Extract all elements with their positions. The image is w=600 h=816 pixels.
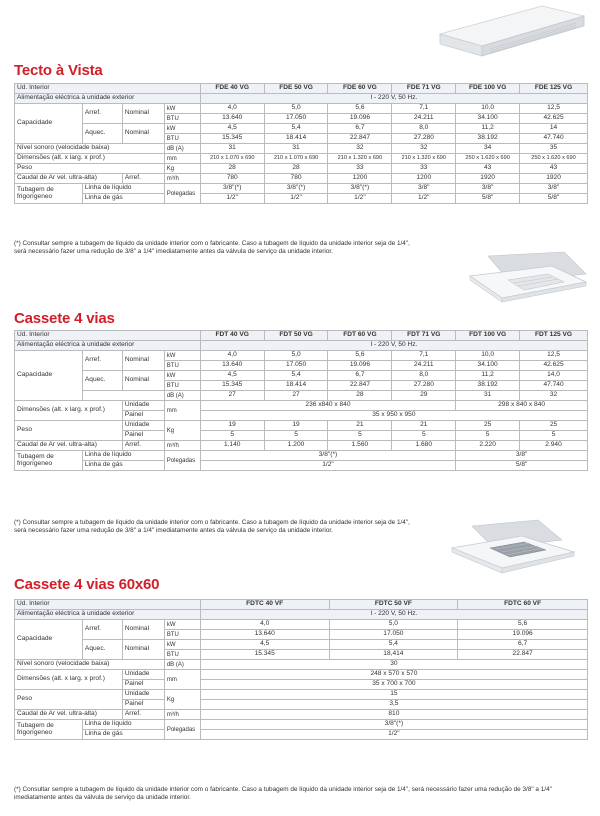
value-cell: 5,0 — [329, 620, 458, 630]
value-cell: 5,0 — [264, 351, 328, 361]
value-cell: 1920 — [456, 174, 520, 184]
value-cell: 38.192 — [456, 134, 520, 144]
dimensoes-label: Dimensões (alt. x larg. x prof.) — [15, 154, 165, 164]
value-cell: 248 x 570 x 570 — [200, 670, 587, 680]
model-header: FDTC 50 VF — [329, 600, 458, 610]
linha-gas-label: Linha de gás — [82, 730, 164, 740]
value-cell: 250 x 1.620 x 690 — [456, 154, 520, 164]
caudal-label: Caudal de Ar vel. ultra-alta) — [15, 710, 123, 720]
value-cell: 31 — [200, 144, 264, 154]
value-cell: 28 — [328, 391, 392, 401]
value-cell: 32 — [520, 391, 588, 401]
value-cell: 18,414 — [329, 650, 458, 660]
ud-interior-label: Ud. Interior — [15, 600, 201, 610]
unit-kw: kW — [164, 371, 200, 381]
value-cell: 34 — [456, 144, 520, 154]
value-cell: 35 x 700 x 700 — [200, 680, 587, 690]
value-cell: 1920 — [520, 174, 588, 184]
dimensoes-label: Dimensões (alt. x larg. x prof.) — [15, 401, 123, 421]
nominal-label: Nominal — [122, 620, 164, 640]
nominal-label: Nominal — [122, 124, 164, 144]
value-cell: 4,0 — [200, 351, 264, 361]
linha-liquido-label: Linha de líquido — [82, 720, 164, 730]
value-cell: 4,5 — [200, 371, 264, 381]
model-header: FDT 71 VG — [392, 331, 456, 341]
value-cell: 780 — [264, 174, 328, 184]
unit-kw: kW — [164, 124, 200, 134]
value-cell: 4,5 — [200, 124, 264, 134]
model-header: FDT 50 VG — [264, 331, 328, 341]
value-cell: 22.847 — [458, 650, 588, 660]
value-cell: 15.345 — [200, 650, 329, 660]
caudal-label: Caudal de Ar vel. ultra-alta) — [15, 441, 123, 451]
spec-table-tecto — [14, 83, 588, 204]
value-cell: 1.560 — [328, 441, 392, 451]
value-cell: 25 — [520, 421, 588, 431]
model-header: FDTC 40 VF — [200, 600, 329, 610]
section-title-cassete-60x60: Cassete 4 vias 60x60 — [14, 576, 160, 593]
model-header: FDTC 60 VF — [458, 600, 588, 610]
footnote-tecto: (*) Consultar sempre a tubagem de líquido da unidade interior com o fabricante. Caso a tubagem de líquido da unidade interior seja de 1/4", será necessário fazer uma redução de 3/8" a 1/4" imediatamente antes da válvula de serviço da unidade interior. — [14, 240, 410, 256]
nominal-label: Nominal — [122, 104, 164, 124]
nivel-sonoro-label: Nível sonoro (velocidade baixa) — [15, 660, 165, 670]
value-cell: 3/8"(*) — [200, 720, 587, 730]
aquec-label: Aquec. — [82, 124, 122, 144]
value-cell: 210 x 1.320 x 690 — [392, 154, 456, 164]
value-cell: 15.345 — [200, 381, 264, 391]
value-cell: 1/2" — [392, 194, 456, 204]
linha-liquido-label: Linha de líquido — [82, 451, 164, 461]
value-cell: 3/8" — [456, 451, 588, 461]
unit-kw: kW — [164, 620, 200, 630]
value-cell: 21 — [392, 421, 456, 431]
unit-kg: Kg — [164, 690, 200, 710]
value-cell: 13.640 — [200, 630, 329, 640]
value-cell: 27.280 — [392, 134, 456, 144]
model-header: FDE 125 VG — [520, 84, 588, 94]
value-cell: 3,5 — [200, 700, 587, 710]
value-cell: 210 x 1.070 x 690 — [200, 154, 264, 164]
ud-interior-label: Ud. Interior — [15, 84, 201, 94]
unit-polegadas: Polegadas — [164, 451, 200, 471]
value-cell: 8,0 — [392, 371, 456, 381]
value-cell: 5 — [264, 431, 328, 441]
unit-db: dB (A) — [164, 144, 200, 154]
value-cell: 34.100 — [456, 114, 520, 124]
value-cell: 17.050 — [329, 630, 458, 640]
value-cell: 24.211 — [392, 114, 456, 124]
value-cell: 17.050 — [264, 361, 328, 371]
value-cell: 25 — [456, 421, 520, 431]
value-cell: 3/8" — [392, 184, 456, 194]
value-cell: 43 — [520, 164, 588, 174]
linha-gas-label: Linha de gás — [82, 194, 164, 204]
value-cell: 24.211 — [392, 361, 456, 371]
unit-kg: Kg — [164, 421, 200, 441]
value-cell: 3/8" — [520, 184, 588, 194]
painel-label: Painel — [122, 411, 164, 421]
spec-table-cassete-60x60 — [14, 599, 588, 740]
value-cell: 250 x 1.620 x 690 — [520, 154, 588, 164]
nominal-label: Nominal — [122, 351, 164, 371]
value-cell: 4,0 — [200, 104, 264, 114]
unidade-label: Unidade — [122, 670, 164, 680]
unit-kw: kW — [164, 640, 200, 650]
value-cell: 6,7 — [328, 124, 392, 134]
value-cell: 47.740 — [520, 134, 588, 144]
value-cell: 19 — [200, 421, 264, 431]
value-cell: 33 — [392, 164, 456, 174]
footnote-cassete-60x60: (*) Consultar sempre a tubagem de líquido da unidade interior com o fabricante. Caso a tubagem de líquido da unidade interior seja de 1/4", será necessário fazer uma redução de 3/8" a 1/4" imediatamente antes da válvula de serviço da unidade interior. — [14, 786, 552, 802]
value-cell: 8,0 — [392, 124, 456, 134]
value-cell: 1.140 — [200, 441, 264, 451]
unit-mm: mm — [164, 670, 200, 690]
tubagem-label: Tubagem de frigorígeneo — [15, 720, 83, 740]
value-cell: 28 — [200, 164, 264, 174]
value-cell: 18.414 — [264, 381, 328, 391]
value-cell: 22.847 — [328, 381, 392, 391]
unit-m3h: m³/h — [164, 174, 200, 184]
model-header: FDE 60 VG — [328, 84, 392, 94]
value-cell: 810 — [200, 710, 587, 720]
cassette-unit-image — [468, 246, 588, 308]
value-cell: 1/2" — [264, 194, 328, 204]
value-cell: 11,2 — [456, 124, 520, 134]
unit-kw: kW — [164, 104, 200, 114]
value-cell: 11,2 — [456, 371, 520, 381]
value-cell: 10,0 — [456, 351, 520, 361]
peso-label: Peso — [15, 164, 165, 174]
value-cell: 5/8" — [520, 194, 588, 204]
unit-btu: BTU — [164, 361, 200, 371]
value-cell: 210 x 1.320 x 690 — [328, 154, 392, 164]
value-cell: 5,6 — [458, 620, 588, 630]
value-cell: 210 x 1.070 x 690 — [264, 154, 328, 164]
value-cell: 22.847 — [328, 134, 392, 144]
value-cell: 780 — [200, 174, 264, 184]
value-cell: 15.345 — [200, 134, 264, 144]
value-cell: 10,0 — [456, 104, 520, 114]
value-cell: 5,6 — [328, 351, 392, 361]
section-title-cassete: Cassete 4 vias — [14, 310, 115, 327]
value-cell: 236 x840 x 840 — [200, 401, 455, 411]
value-cell: 4,0 — [200, 620, 329, 630]
value-cell: 42.625 — [520, 114, 588, 124]
alimentacao-value: I - 220 V, 50 Hz. — [200, 341, 587, 351]
painel-label: Painel — [122, 700, 164, 710]
unit-m3h: m³/h — [164, 710, 200, 720]
caudal-label: Caudal de Ar vel. ultra-alta) — [15, 174, 123, 184]
value-cell: 5,6 — [328, 104, 392, 114]
value-cell: 5/8" — [456, 194, 520, 204]
value-cell: 5 — [392, 431, 456, 441]
value-cell: 12,5 — [520, 351, 588, 361]
value-cell: 27 — [264, 391, 328, 401]
value-cell: 13.640 — [200, 114, 264, 124]
value-cell: 19.096 — [328, 114, 392, 124]
unit-kg: Kg — [164, 164, 200, 174]
value-cell: 19.096 — [458, 630, 588, 640]
unit-polegadas: Polegadas — [164, 720, 200, 740]
caudal-sub-label: Arref. — [122, 174, 164, 184]
model-header: FDE 71 VG — [392, 84, 456, 94]
value-cell: 1.200 — [264, 441, 328, 451]
value-cell: 3/8" — [456, 184, 520, 194]
cassette-60x60-image — [450, 518, 576, 578]
ud-interior-label: Ud. Interior — [15, 331, 201, 341]
peso-label: Peso — [15, 690, 123, 710]
value-cell: 38.192 — [456, 381, 520, 391]
value-cell: 3/8"(*) — [264, 184, 328, 194]
value-cell: 19 — [264, 421, 328, 431]
unit-mm: mm — [164, 154, 200, 164]
unit-db: dB (A) — [164, 391, 200, 401]
arref-label: Arref. — [82, 351, 122, 371]
value-cell: 3/8"(*) — [200, 184, 264, 194]
aquec-label: Aquec. — [82, 640, 122, 660]
value-cell: 5 — [520, 431, 588, 441]
value-cell: 4,5 — [200, 640, 329, 650]
value-cell: 43 — [456, 164, 520, 174]
painel-label: Painel — [122, 431, 164, 441]
spec-table-cassete — [14, 330, 588, 471]
value-cell: 5,4 — [264, 124, 328, 134]
value-cell: 1/2" — [328, 194, 392, 204]
value-cell: 15 — [200, 690, 587, 700]
dimensoes-label: Dimensões (alt. x larg. x prof.) — [15, 670, 123, 690]
value-cell: 7,1 — [392, 104, 456, 114]
value-cell: 21 — [328, 421, 392, 431]
unit-btu: BTU — [164, 114, 200, 124]
model-header: FDE 50 VG — [264, 84, 328, 94]
value-cell: 5 — [200, 431, 264, 441]
value-cell: 35 x 950 x 950 — [200, 411, 587, 421]
value-cell: 6,7 — [328, 371, 392, 381]
value-cell: 1/2" — [200, 194, 264, 204]
unidade-label: Unidade — [122, 690, 164, 700]
tubagem-label: Tubagem de frigorígeneo — [15, 184, 83, 204]
value-cell: 1200 — [328, 174, 392, 184]
unit-polegadas: Polegadas — [164, 184, 200, 204]
value-cell: 27.280 — [392, 381, 456, 391]
value-cell: 298 x 840 x 840 — [456, 401, 588, 411]
ceiling-unit-image — [434, 2, 586, 60]
footnote-cassete: (*) Consultar sempre a tubagem de líquido da unidade interior com o fabricante. Caso a tubagem de líquido da unidade interior seja de 1/4", será necessário fazer uma redução de 3/8" a 1/4" imediatamente antes da válvula de serviço da unidade interior. — [14, 519, 410, 535]
nominal-label: Nominal — [122, 371, 164, 391]
painel-label: Painel — [122, 680, 164, 690]
value-cell: 2.220 — [456, 441, 520, 451]
value-cell: 31 — [456, 391, 520, 401]
nominal-label: Nominal — [122, 640, 164, 660]
unit-btu: BTU — [164, 630, 200, 640]
value-cell: 2.940 — [520, 441, 588, 451]
caudal-sub-label: Arref. — [122, 441, 164, 451]
linha-liquido-label: Linha de líquido — [82, 184, 164, 194]
unit-m3h: m³/h — [164, 441, 200, 451]
caudal-sub-label: Arref. — [122, 710, 164, 720]
value-cell: 1200 — [392, 174, 456, 184]
value-cell: 1/2" — [200, 461, 455, 471]
model-header: FDE 40 VG — [200, 84, 264, 94]
unidade-label: Unidade — [122, 421, 164, 431]
value-cell: 3/8"(*) — [200, 451, 455, 461]
model-header: FDE 100 VG — [456, 84, 520, 94]
arref-label: Arref. — [82, 104, 122, 124]
value-cell: 28 — [264, 164, 328, 174]
value-cell: 47.740 — [520, 381, 588, 391]
value-cell: 18.414 — [264, 134, 328, 144]
value-cell: 33 — [328, 164, 392, 174]
value-cell: 5 — [456, 431, 520, 441]
capacidade-label: Capacidade — [15, 351, 83, 401]
unit-mm: mm — [164, 401, 200, 421]
value-cell: 31 — [264, 144, 328, 154]
aquec-label: Aquec. — [82, 371, 122, 391]
section-title-tecto: Tecto à Vista — [14, 62, 103, 79]
value-cell: 32 — [328, 144, 392, 154]
model-header: FDT 125 VG — [520, 331, 588, 341]
value-cell: 7,1 — [392, 351, 456, 361]
unit-db: dB (A) — [164, 660, 200, 670]
model-header: FDT 40 VG — [200, 331, 264, 341]
unit-btu: BTU — [164, 134, 200, 144]
value-cell: 13.640 — [200, 361, 264, 371]
peso-label: Peso — [15, 421, 123, 441]
capacidade-label: Capacidade — [15, 104, 83, 144]
value-cell: 35 — [520, 144, 588, 154]
value-cell: 14,0 — [520, 371, 588, 381]
value-cell: 27 — [200, 391, 264, 401]
value-cell: 19.096 — [328, 361, 392, 371]
linha-gas-label: Linha de gás — [82, 461, 164, 471]
alimentacao-label: Alimentação eléctrica à unidade exterior — [15, 341, 201, 351]
arref-label: Arref. — [82, 620, 122, 640]
alimentacao-label: Alimentação eléctrica à unidade exterior — [15, 94, 201, 104]
value-cell: 34.100 — [456, 361, 520, 371]
nivel-sonoro-label: Nível sonoro (velocidade baixa) — [15, 144, 165, 154]
value-cell: 17.050 — [264, 114, 328, 124]
unit-kw: kW — [164, 351, 200, 361]
value-cell: 5,0 — [264, 104, 328, 114]
value-cell: 5 — [328, 431, 392, 441]
value-cell: 29 — [392, 391, 456, 401]
model-header: FDT 60 VG — [328, 331, 392, 341]
unit-btu: BTU — [164, 650, 200, 660]
tubagem-label: Tubagem de frigorígeneo — [15, 451, 83, 471]
alimentacao-value: I - 220 V, 50 Hz. — [200, 610, 587, 620]
model-header: FDT 100 VG — [456, 331, 520, 341]
alimentacao-label: Alimentação eléctrica à unidade exterior — [15, 610, 201, 620]
alimentacao-value: I - 220 V, 50 Hz. — [200, 94, 587, 104]
capacidade-label: Capacidade — [15, 620, 83, 660]
value-cell: 3/8"(*) — [328, 184, 392, 194]
value-cell: 5,4 — [264, 371, 328, 381]
value-cell: 6,7 — [458, 640, 588, 650]
unit-btu: BTU — [164, 381, 200, 391]
unidade-label: Unidade — [122, 401, 164, 411]
value-cell: 1/2" — [200, 730, 587, 740]
value-cell: 12,5 — [520, 104, 588, 114]
value-cell: 30 — [200, 660, 587, 670]
value-cell: 32 — [392, 144, 456, 154]
value-cell: 14 — [520, 124, 588, 134]
value-cell: 5/8" — [456, 461, 588, 471]
value-cell: 42.625 — [520, 361, 588, 371]
value-cell: 5,4 — [329, 640, 458, 650]
value-cell: 1.680 — [392, 441, 456, 451]
